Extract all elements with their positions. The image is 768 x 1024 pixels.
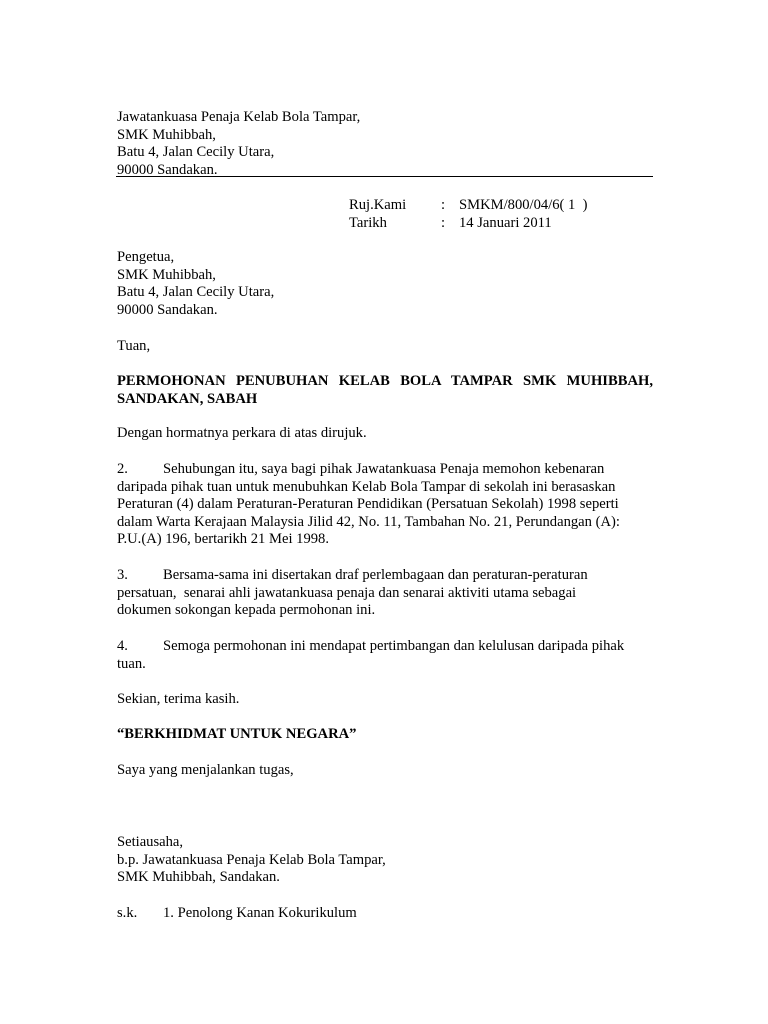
paragraph-line (117, 461, 653, 479)
motto-text: “BERKHIDMAT UNTUK NEGARA” (117, 726, 357, 742)
paragraph-4 (117, 638, 653, 673)
paragraph-text: Bersama-sama ini disertakan draf perlembagaan dan peraturan-peraturan (163, 567, 588, 583)
opening-sentence (117, 425, 367, 443)
paragraph-line: daripada pihak tuan untuk menubuhkan Kelab Bola Tampar di sekolah ini berasaskan (117, 478, 616, 495)
recipient-line: Pengetua, (117, 249, 175, 265)
recipient-line: Batu 4, Jalan Cecily Utara, (117, 284, 275, 300)
subject-heading (117, 373, 653, 408)
reference-row (349, 196, 588, 214)
paragraph-line: Peraturan (4) dalam Peraturan-Peraturan Pendidikan (Persatuan Sekolah) 1998 seperti (117, 496, 619, 512)
duty-text: Saya yang menjalankan tugas, (117, 762, 294, 778)
signatory-block (117, 834, 386, 887)
paragraph-text: Semoga permohonan ini mendapat pertimbangan dan kelulusan daripada pihak (163, 638, 625, 654)
reference-block (349, 196, 588, 232)
date-row (349, 214, 588, 232)
opening-text: Dengan hormatnya perkara di atas dirujuk. (117, 425, 367, 441)
sender-address (117, 109, 360, 179)
tarikh-colon: : (441, 215, 446, 231)
cc-line (117, 905, 357, 923)
recipient-address (117, 249, 274, 319)
paragraph-line: tuan. (117, 655, 146, 672)
tarikh-label: Tarikh (349, 215, 387, 231)
paragraph-line: dalam Warta Kerajaan Malaysia Jilid 42, No. 11, Tambahan No. 21, Perundangan (A): (117, 513, 620, 530)
header-divider (116, 176, 653, 177)
paragraph-line (117, 567, 653, 585)
closing (117, 691, 239, 709)
ruj-value: SMKM/800/04/6( 1 ) (459, 197, 588, 213)
signatory-line: b.p. Jawatankuasa Penaja Kelab Bola Tampar, (117, 851, 386, 868)
sender-line: Batu 4, Jalan Cecily Utara, (117, 144, 275, 160)
sender-line: SMK Muhibbah, (117, 126, 216, 143)
paragraph-line: dokumen sokongan kepada permohonan ini. (117, 602, 376, 618)
paragraph-3 (117, 567, 653, 620)
paragraph-line: P.U.(A) 196, bertarikh 21 Mei 1998. (117, 531, 329, 547)
paragraph-2 (117, 461, 653, 549)
signatory-line: Setiausaha, (117, 834, 184, 850)
paragraph-number: 3. (117, 567, 128, 583)
cc-item: 1. Penolong Kanan Kokurikulum (163, 905, 357, 921)
salutation-text: Tuan, (117, 338, 151, 354)
paragraph-number: 4. (117, 638, 128, 654)
signatory-line: SMK Muhibbah, Sandakan. (117, 869, 280, 885)
tarikh-value: 14 Januari 2011 (459, 215, 552, 231)
subject-line-2: SANDAKAN, SABAH (117, 390, 258, 407)
cc-label: s.k. (117, 905, 138, 921)
ruj-label: Ruj.Kami (349, 197, 407, 213)
cc-block (117, 905, 357, 923)
sender-line: Jawatankuasa Penaja Kelab Bola Tampar, (117, 109, 361, 125)
closing-text: Sekian, terima kasih. (117, 691, 240, 707)
paragraph-line (117, 638, 653, 656)
sender-line: 90000 Sandakan. (117, 161, 218, 178)
salutation (117, 338, 150, 356)
subject-line-1: PERMOHONAN PENUBUHAN KELAB BOLA TAMPAR SMK MUHIBBAH, (117, 373, 653, 389)
motto (117, 726, 356, 744)
paragraph-text: Sehubungan itu, saya bagi pihak Jawatankuasa Penaja memohon kebenaran (163, 461, 605, 477)
paragraph-line: persatuan, senarai ahli jawatankuasa penaja dan senarai aktiviti utama sebagai (117, 584, 577, 601)
recipient-line: 90000 Sandakan. (117, 301, 218, 318)
recipient-line: SMK Muhibbah, (117, 266, 216, 283)
ruj-colon: : (441, 197, 446, 213)
duty-statement (117, 762, 294, 780)
paragraph-number: 2. (117, 461, 128, 477)
